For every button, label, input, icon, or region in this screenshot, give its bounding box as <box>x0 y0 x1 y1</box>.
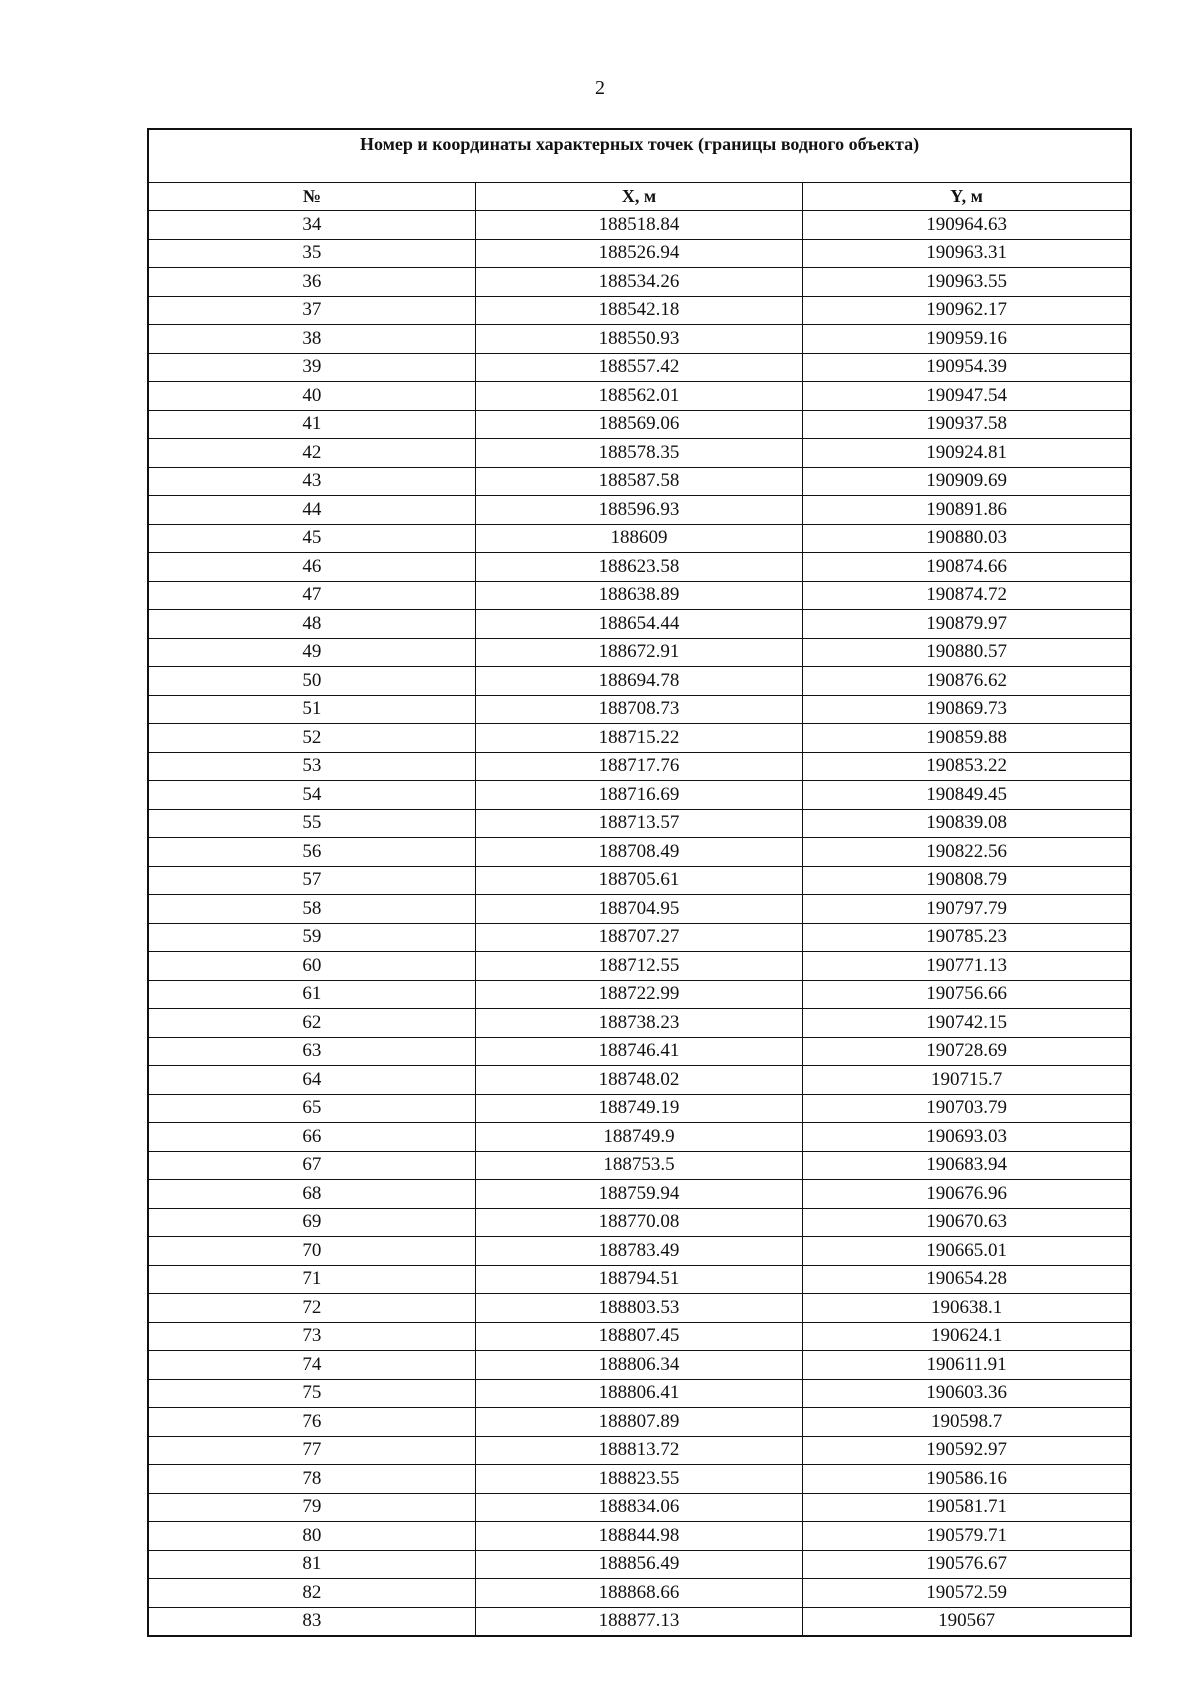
cell-x-coordinate: 188708.49 <box>475 838 802 867</box>
column-header-x: X, м <box>475 183 802 211</box>
cell-y-coordinate: 190964.63 <box>803 211 1131 240</box>
cell-point-number: 59 <box>148 923 475 952</box>
cell-y-coordinate: 190954.39 <box>803 353 1131 382</box>
cell-y-coordinate: 190586.16 <box>803 1465 1131 1494</box>
cell-y-coordinate: 190581.71 <box>803 1493 1131 1522</box>
cell-x-coordinate: 188856.49 <box>475 1550 802 1579</box>
cell-y-coordinate: 190849.45 <box>803 781 1131 810</box>
cell-y-coordinate: 190665.01 <box>803 1237 1131 1266</box>
table-row <box>148 1322 1131 1351</box>
cell-y-coordinate: 190576.67 <box>803 1550 1131 1579</box>
cell-point-number: 54 <box>148 781 475 810</box>
cell-y-coordinate: 190947.54 <box>803 382 1131 411</box>
cell-point-number: 38 <box>148 325 475 354</box>
cell-y-coordinate: 190962.17 <box>803 296 1131 325</box>
cell-point-number: 82 <box>148 1579 475 1608</box>
cell-point-number: 71 <box>148 1265 475 1294</box>
cell-y-coordinate: 190859.88 <box>803 724 1131 753</box>
cell-x-coordinate: 188746.41 <box>475 1037 802 1066</box>
cell-x-coordinate: 188704.95 <box>475 895 802 924</box>
cell-y-coordinate: 190728.69 <box>803 1037 1131 1066</box>
cell-y-coordinate: 190924.81 <box>803 439 1131 468</box>
cell-point-number: 52 <box>148 724 475 753</box>
cell-point-number: 49 <box>148 638 475 667</box>
cell-x-coordinate: 188596.93 <box>475 496 802 525</box>
cell-point-number: 57 <box>148 866 475 895</box>
table-row <box>148 1237 1131 1266</box>
cell-x-coordinate: 188806.34 <box>475 1351 802 1380</box>
cell-y-coordinate: 190879.97 <box>803 610 1131 639</box>
cell-y-coordinate: 190703.79 <box>803 1094 1131 1123</box>
cell-y-coordinate: 190676.96 <box>803 1180 1131 1209</box>
table-row <box>148 211 1131 240</box>
table-row <box>148 1579 1131 1608</box>
column-header-number: № <box>148 183 475 211</box>
table-row <box>148 1408 1131 1437</box>
cell-y-coordinate: 190797.79 <box>803 895 1131 924</box>
table-row <box>148 1294 1131 1323</box>
cell-x-coordinate: 188717.76 <box>475 752 802 781</box>
cell-x-coordinate: 188715.22 <box>475 724 802 753</box>
table-row <box>148 752 1131 781</box>
cell-point-number: 50 <box>148 667 475 696</box>
cell-x-coordinate: 188770.08 <box>475 1208 802 1237</box>
table-row <box>148 923 1131 952</box>
cell-point-number: 64 <box>148 1066 475 1095</box>
cell-x-coordinate: 188806.41 <box>475 1379 802 1408</box>
table-row <box>148 1208 1131 1237</box>
cell-x-coordinate: 188834.06 <box>475 1493 802 1522</box>
column-header-y: Y, м <box>803 183 1131 211</box>
table-row <box>148 667 1131 696</box>
cell-x-coordinate: 188748.02 <box>475 1066 802 1095</box>
cell-point-number: 81 <box>148 1550 475 1579</box>
cell-x-coordinate: 188672.91 <box>475 638 802 667</box>
cell-point-number: 75 <box>148 1379 475 1408</box>
table-row <box>148 1493 1131 1522</box>
table-row <box>148 353 1131 382</box>
cell-y-coordinate: 190742.15 <box>803 1009 1131 1038</box>
cell-y-coordinate: 190874.66 <box>803 553 1131 582</box>
table-row <box>148 581 1131 610</box>
table-row <box>148 895 1131 924</box>
cell-x-coordinate: 188609 <box>475 524 802 553</box>
table-row <box>148 382 1131 411</box>
cell-y-coordinate: 190683.94 <box>803 1151 1131 1180</box>
table-row <box>148 439 1131 468</box>
cell-point-number: 39 <box>148 353 475 382</box>
cell-x-coordinate: 188794.51 <box>475 1265 802 1294</box>
cell-point-number: 40 <box>148 382 475 411</box>
cell-x-coordinate: 188587.58 <box>475 467 802 496</box>
table-row <box>148 325 1131 354</box>
cell-point-number: 77 <box>148 1436 475 1465</box>
cell-point-number: 62 <box>148 1009 475 1038</box>
cell-x-coordinate: 188526.94 <box>475 239 802 268</box>
cell-x-coordinate: 188759.94 <box>475 1180 802 1209</box>
cell-point-number: 53 <box>148 752 475 781</box>
cell-y-coordinate: 190822.56 <box>803 838 1131 867</box>
cell-point-number: 79 <box>148 1493 475 1522</box>
cell-x-coordinate: 188712.55 <box>475 952 802 981</box>
table-row <box>148 1066 1131 1095</box>
cell-x-coordinate: 188738.23 <box>475 1009 802 1038</box>
cell-x-coordinate: 188753.5 <box>475 1151 802 1180</box>
cell-point-number: 61 <box>148 980 475 1009</box>
page-number: 2 <box>595 77 605 99</box>
cell-point-number: 37 <box>148 296 475 325</box>
table-row <box>148 781 1131 810</box>
cell-point-number: 80 <box>148 1522 475 1551</box>
cell-x-coordinate: 188783.49 <box>475 1237 802 1266</box>
table-row <box>148 1094 1131 1123</box>
cell-x-coordinate: 188749.9 <box>475 1123 802 1152</box>
cell-y-coordinate: 190592.97 <box>803 1436 1131 1465</box>
cell-point-number: 45 <box>148 524 475 553</box>
cell-x-coordinate: 188722.99 <box>475 980 802 1009</box>
coordinates-table <box>147 128 1132 1637</box>
cell-y-coordinate: 190876.62 <box>803 667 1131 696</box>
cell-y-coordinate: 190937.58 <box>803 410 1131 439</box>
table-title: Номер и координаты характерных точек (границы водного объекта) <box>148 129 1131 183</box>
cell-x-coordinate: 188877.13 <box>475 1607 802 1636</box>
table-row <box>148 610 1131 639</box>
cell-point-number: 63 <box>148 1037 475 1066</box>
table-row <box>148 239 1131 268</box>
cell-y-coordinate: 190963.31 <box>803 239 1131 268</box>
cell-y-coordinate: 190567 <box>803 1607 1131 1636</box>
table-body <box>148 211 1131 1637</box>
cell-y-coordinate: 190572.59 <box>803 1579 1131 1608</box>
cell-point-number: 72 <box>148 1294 475 1323</box>
cell-y-coordinate: 190909.69 <box>803 467 1131 496</box>
cell-x-coordinate: 188542.18 <box>475 296 802 325</box>
table-row <box>148 467 1131 496</box>
cell-x-coordinate: 188708.73 <box>475 695 802 724</box>
cell-point-number: 46 <box>148 553 475 582</box>
cell-point-number: 35 <box>148 239 475 268</box>
cell-x-coordinate: 188562.01 <box>475 382 802 411</box>
cell-y-coordinate: 190693.03 <box>803 1123 1131 1152</box>
table-row <box>148 809 1131 838</box>
cell-x-coordinate: 188557.42 <box>475 353 802 382</box>
cell-x-coordinate: 188803.53 <box>475 1294 802 1323</box>
cell-y-coordinate: 190654.28 <box>803 1265 1131 1294</box>
cell-y-coordinate: 190880.57 <box>803 638 1131 667</box>
cell-y-coordinate: 190785.23 <box>803 923 1131 952</box>
cell-y-coordinate: 190891.86 <box>803 496 1131 525</box>
cell-y-coordinate: 190611.91 <box>803 1351 1131 1380</box>
table-row <box>148 1522 1131 1551</box>
cell-x-coordinate: 188623.58 <box>475 553 802 582</box>
cell-x-coordinate: 188807.45 <box>475 1322 802 1351</box>
cell-point-number: 68 <box>148 1180 475 1209</box>
cell-x-coordinate: 188823.55 <box>475 1465 802 1494</box>
cell-y-coordinate: 190715.7 <box>803 1066 1131 1095</box>
cell-point-number: 70 <box>148 1237 475 1266</box>
table-row <box>148 1265 1131 1294</box>
cell-x-coordinate: 188578.35 <box>475 439 802 468</box>
cell-y-coordinate: 190874.72 <box>803 581 1131 610</box>
cell-point-number: 56 <box>148 838 475 867</box>
cell-x-coordinate: 188705.61 <box>475 866 802 895</box>
cell-x-coordinate: 188813.72 <box>475 1436 802 1465</box>
cell-point-number: 41 <box>148 410 475 439</box>
table-row <box>148 410 1131 439</box>
cell-x-coordinate: 188868.66 <box>475 1579 802 1608</box>
table-row <box>148 952 1131 981</box>
cell-point-number: 76 <box>148 1408 475 1437</box>
cell-point-number: 74 <box>148 1351 475 1380</box>
cell-point-number: 44 <box>148 496 475 525</box>
table-row <box>148 1037 1131 1066</box>
table-row <box>148 1550 1131 1579</box>
cell-x-coordinate: 188694.78 <box>475 667 802 696</box>
cell-x-coordinate: 188749.19 <box>475 1094 802 1123</box>
cell-point-number: 55 <box>148 809 475 838</box>
cell-y-coordinate: 190598.7 <box>803 1408 1131 1437</box>
table-row <box>148 695 1131 724</box>
cell-y-coordinate: 190579.71 <box>803 1522 1131 1551</box>
cell-y-coordinate: 190808.79 <box>803 866 1131 895</box>
cell-point-number: 66 <box>148 1123 475 1152</box>
cell-point-number: 67 <box>148 1151 475 1180</box>
cell-point-number: 36 <box>148 268 475 297</box>
cell-x-coordinate: 188518.84 <box>475 211 802 240</box>
cell-x-coordinate: 188534.26 <box>475 268 802 297</box>
table-row <box>148 724 1131 753</box>
table-row <box>148 524 1131 553</box>
table-header-row <box>148 183 1131 211</box>
cell-y-coordinate: 190853.22 <box>803 752 1131 781</box>
table-row <box>148 1180 1131 1209</box>
cell-point-number: 47 <box>148 581 475 610</box>
cell-x-coordinate: 188716.69 <box>475 781 802 810</box>
cell-y-coordinate: 190756.66 <box>803 980 1131 1009</box>
cell-point-number: 43 <box>148 467 475 496</box>
cell-point-number: 60 <box>148 952 475 981</box>
cell-point-number: 58 <box>148 895 475 924</box>
cell-point-number: 83 <box>148 1607 475 1636</box>
table-row <box>148 1009 1131 1038</box>
cell-y-coordinate: 190670.63 <box>803 1208 1131 1237</box>
cell-y-coordinate: 190624.1 <box>803 1322 1131 1351</box>
table-row <box>148 1123 1131 1152</box>
cell-y-coordinate: 190603.36 <box>803 1379 1131 1408</box>
table-row <box>148 838 1131 867</box>
cell-y-coordinate: 190839.08 <box>803 809 1131 838</box>
cell-x-coordinate: 188569.06 <box>475 410 802 439</box>
cell-y-coordinate: 190869.73 <box>803 695 1131 724</box>
table-row <box>148 1436 1131 1465</box>
cell-x-coordinate: 188654.44 <box>475 610 802 639</box>
table-row <box>148 553 1131 582</box>
table-row <box>148 638 1131 667</box>
table-row <box>148 496 1131 525</box>
cell-y-coordinate: 190880.03 <box>803 524 1131 553</box>
cell-x-coordinate: 188844.98 <box>475 1522 802 1551</box>
cell-x-coordinate: 188807.89 <box>475 1408 802 1437</box>
cell-x-coordinate: 188707.27 <box>475 923 802 952</box>
cell-point-number: 42 <box>148 439 475 468</box>
table-row <box>148 1351 1131 1380</box>
cell-y-coordinate: 190963.55 <box>803 268 1131 297</box>
table-row <box>148 296 1131 325</box>
cell-y-coordinate: 190771.13 <box>803 952 1131 981</box>
cell-point-number: 73 <box>148 1322 475 1351</box>
cell-x-coordinate: 188638.89 <box>475 581 802 610</box>
table-row <box>148 1465 1131 1494</box>
cell-point-number: 65 <box>148 1094 475 1123</box>
table-row <box>148 1151 1131 1180</box>
table-row <box>148 1607 1131 1636</box>
table-row <box>148 1379 1131 1408</box>
cell-x-coordinate: 188713.57 <box>475 809 802 838</box>
cell-x-coordinate: 188550.93 <box>475 325 802 354</box>
table-row <box>148 980 1131 1009</box>
cell-point-number: 48 <box>148 610 475 639</box>
cell-point-number: 51 <box>148 695 475 724</box>
cell-point-number: 69 <box>148 1208 475 1237</box>
table-row <box>148 866 1131 895</box>
cell-y-coordinate: 190638.1 <box>803 1294 1131 1323</box>
cell-point-number: 78 <box>148 1465 475 1494</box>
table-row <box>148 268 1131 297</box>
table-title-row <box>148 129 1131 183</box>
cell-point-number: 34 <box>148 211 475 240</box>
cell-y-coordinate: 190959.16 <box>803 325 1131 354</box>
